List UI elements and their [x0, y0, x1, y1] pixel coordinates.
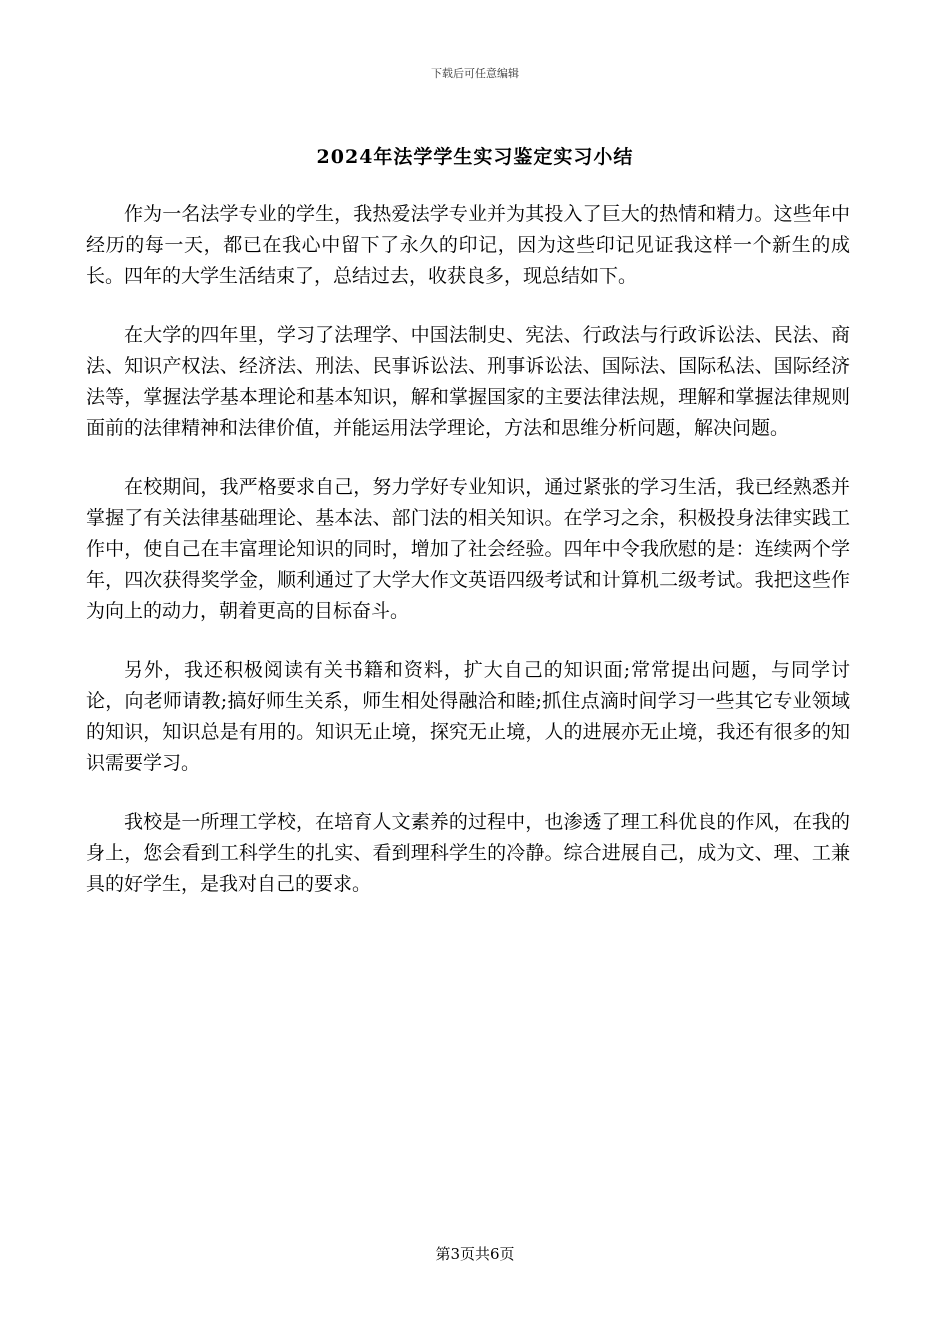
header-note: 下载后可任意编辑 — [431, 67, 519, 80]
document-title: 2024年法学学生实习鉴定实习小结 — [316, 146, 634, 168]
page-number: 第3页共6页 — [435, 1245, 515, 1263]
paragraph: 另外，我还积极阅读有关书籍和资料，扩大自己的知识面;常常提出问题，与同学讨论，向老师请教;搞好师生关系，师生相处得融洽和睦;抓住点滴时间学习一些其它专业领域的知识，知识总是有用的。知识无止境，探究无止境，人的进展亦无止境，我还有很多的知识需要学习。 — [86, 659, 850, 774]
paragraph: 在校期间，我严格要求自己，努力学好专业知识，通过紧张的学习生活，我已经熟悉并掌握了有关法律基础理论、基本法、部门法的相关知识。在学习之余，积极投身法律实践工作中，使自己在丰富理论知识的同时，增加了社会经验。四年中令我欣慰的是：连续两个学年，四次获得奖学金，顺利通过了大学大作文英语四级考试和计算机二级考试。我把这些作为向上的动力，朝着更高的目标奋斗。 — [86, 476, 850, 622]
paragraph: 作为一名法学专业的学生，我热爱法学专业并为其投入了巨大的热情和精力。这些年中经历的每一天，都已在我心中留下了永久的印记，因为这些印记见证我这样一个新生的成长。四年的大学生活结束了，总结过去，收获良多，现总结如下。 — [86, 203, 850, 287]
paragraph: 我校是一所理工学校，在培育人文素养的过程中，也渗透了理工科优良的作风，在我的身上，您会看到工科学生的扎实、看到理科学生的冷静。综合进展自己，成为文、理、工兼具的好学生，是我对自己的要求。 — [86, 811, 850, 895]
paragraph: 在大学的四年里，学习了法理学、中国法制史、宪法、行政法与行政诉讼法、民法、商法、知识产权法、经济法、刑法、民事诉讼法、刑事诉讼法、国际法、国际私法、国际经济法等，掌握法学基本理论和基本知识，解和掌握国家的主要法律法规，理解和掌握法律规则面前的法律精神和法律价值，并能运用法学理论，方法和思维分析问题，解决问题。 — [86, 324, 850, 439]
document-body — [86, 199, 850, 928]
